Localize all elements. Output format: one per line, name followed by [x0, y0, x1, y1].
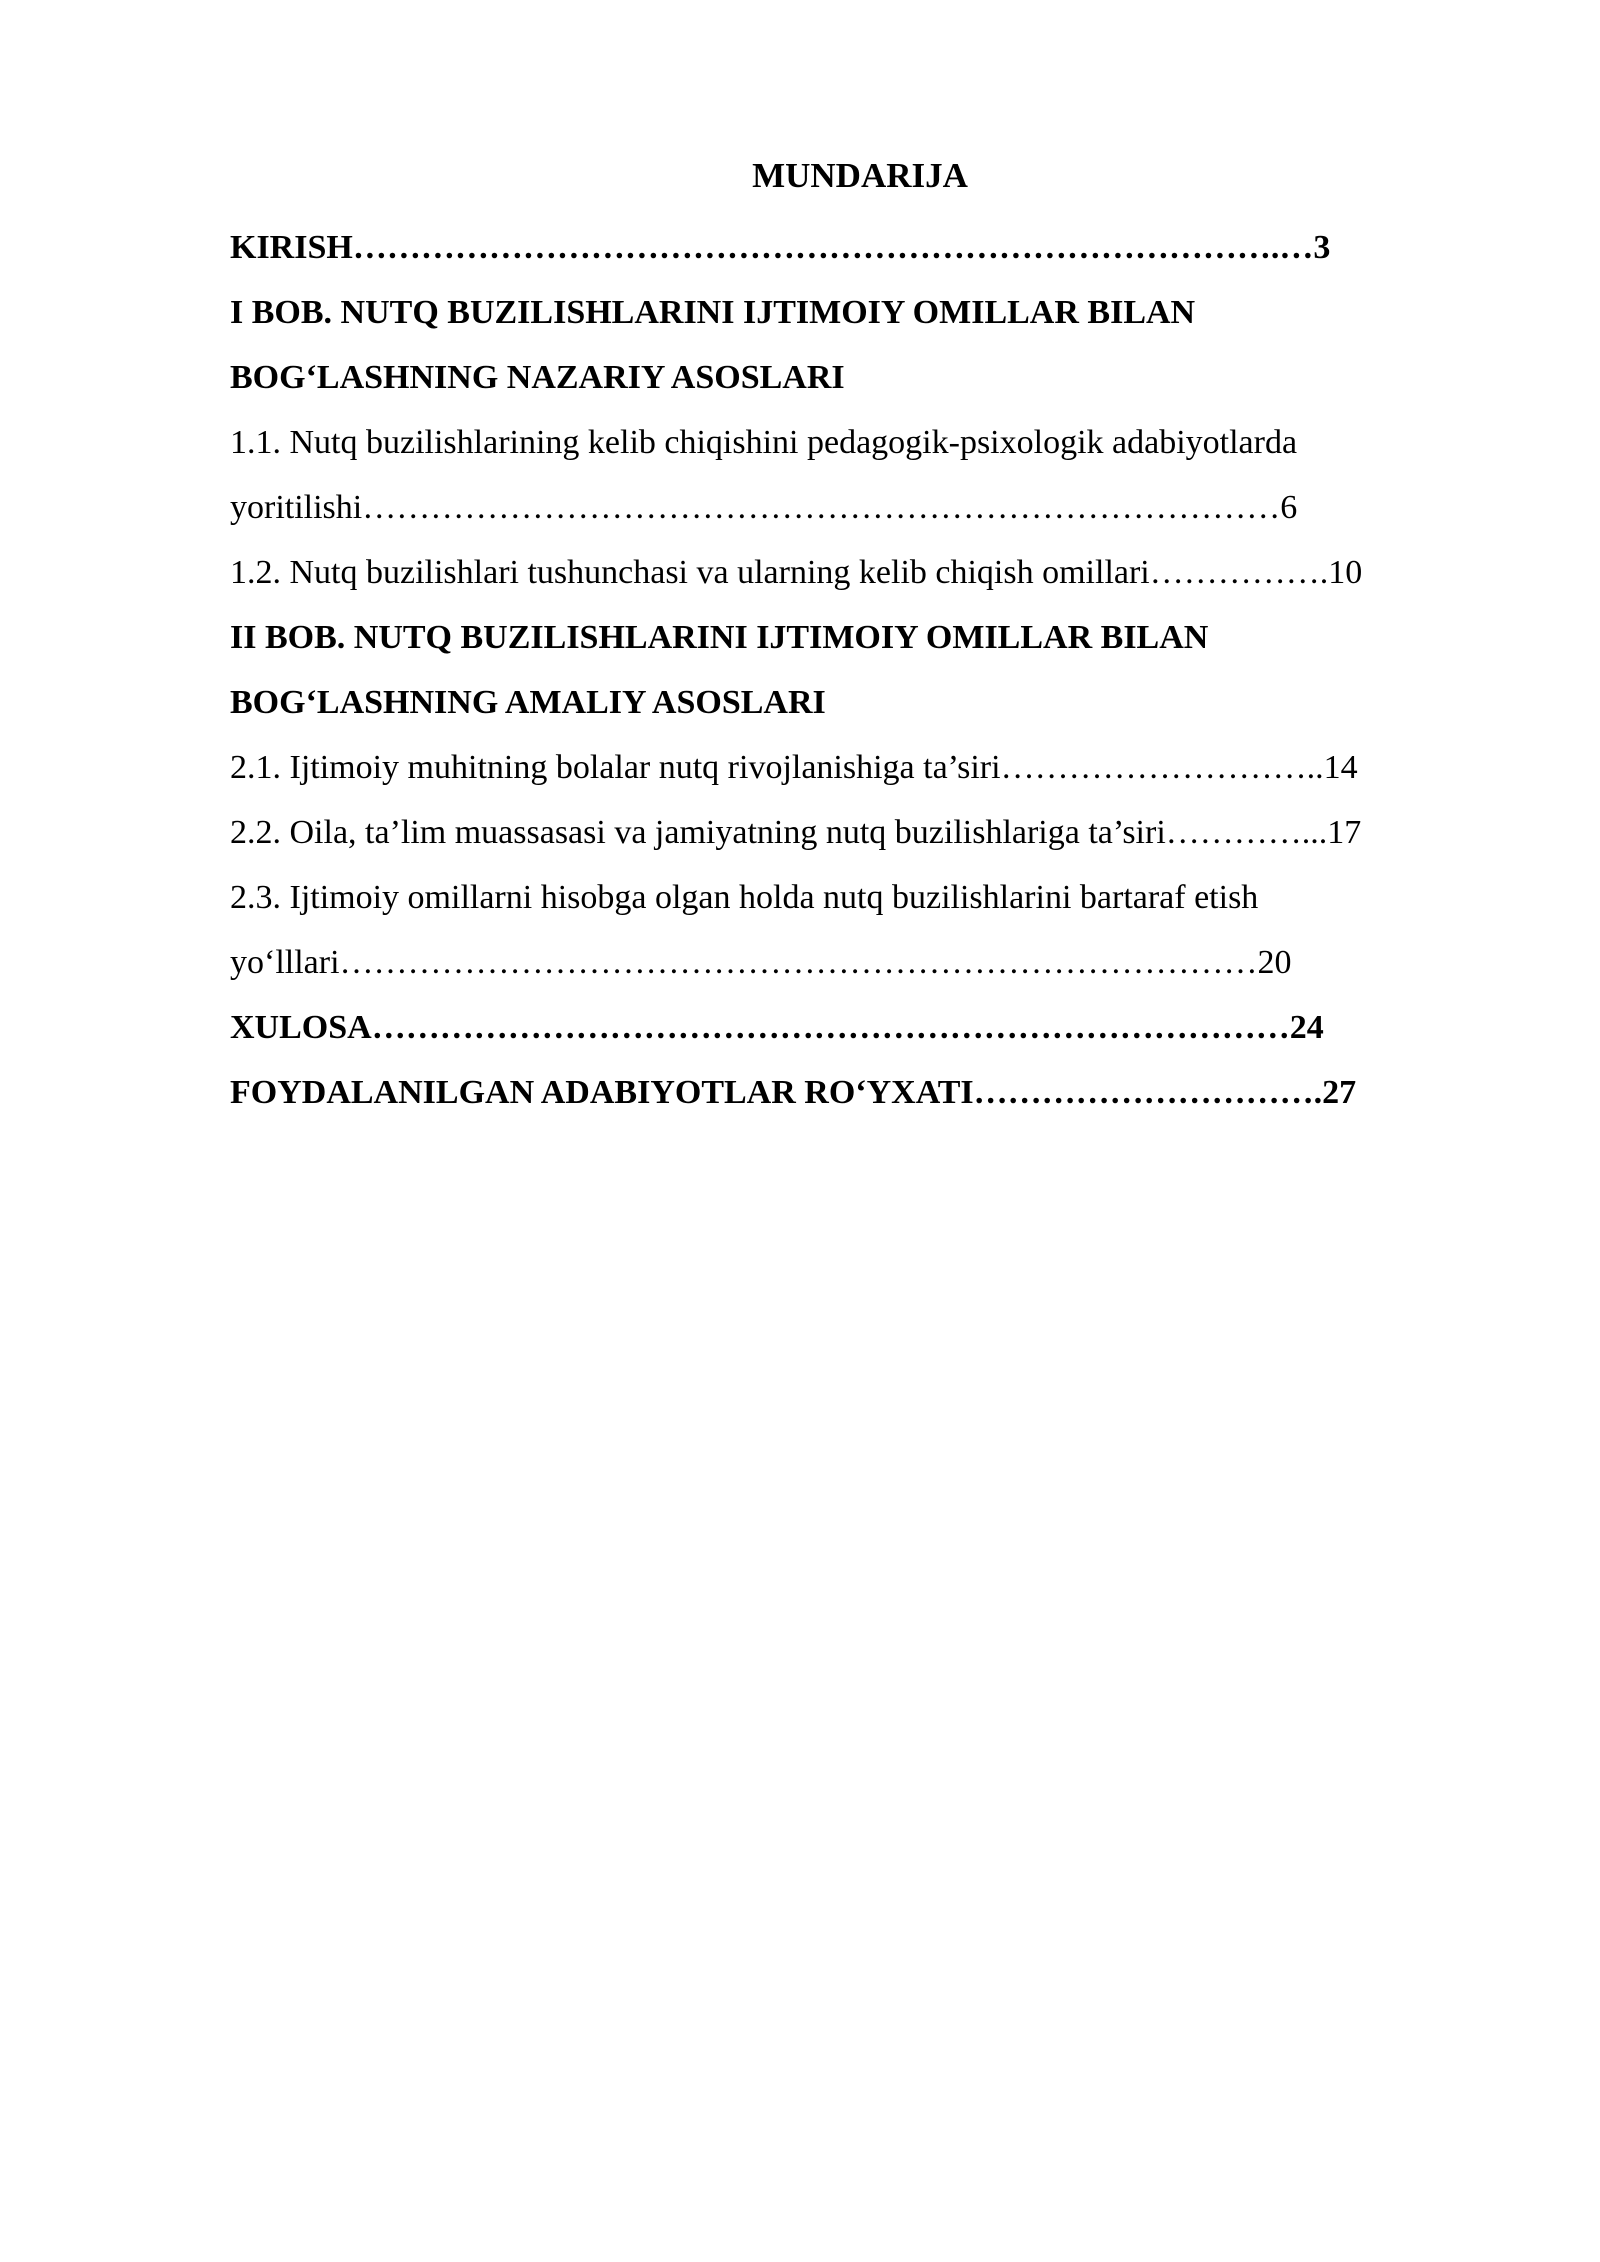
toc-entry-kirish: KIRISH……………………………………………………………………….…3 — [230, 229, 1331, 266]
toc-chapter-1-title-line2: BOG‘LASHNING NAZARIY ASOSLARI — [230, 359, 845, 396]
toc-chapter-1-title-line1: I BOB. NUTQ BUZILISHLARINI IJTIMOIY OMILLAR BILAN — [230, 294, 1196, 331]
toc-entry-references: FOYDALANILGAN ADABIYOTLAR RO‘YXATI………………………….27 — [230, 1074, 1357, 1111]
toc-chapter-2-title-line1: II BOB. NUTQ BUZILISHLARINI IJTIMOIY OMILLAR BILAN — [230, 619, 1209, 656]
toc-entry-1-2: 1.2. Nutq buzilishlari tushunchasi va ularning kelib chiqish omillari…………….10 — [230, 554, 1363, 591]
toc-entry-xulosa: XULOSA………………………………………………………………………24 — [230, 1009, 1324, 1046]
toc-entry-2-1: 2.1. Ijtimoiy muhitning bolalar nutq rivojlanishiga ta’siri………………………..14 — [230, 749, 1358, 786]
page-title: MUNDARIJA — [752, 156, 968, 195]
toc-entry-1-1-line1: 1.1. Nutq buzilishlarining kelib chiqishini pedagogik-psixologik adabiyotlarda — [230, 424, 1298, 461]
toc-chapter-2-title-line2: BOG‘LASHNING AMALIY ASOSLARI — [230, 684, 826, 721]
toc-entry-2-3-line2: yo‘lllari………………………………………………………………………20 — [230, 944, 1292, 981]
toc-entry-2-3-line1: 2.3. Ijtimoiy omillarni hisobga olgan holda nutq buzilishlarini bartaraf etish — [230, 879, 1259, 916]
toc-entry-2-2: 2.2. Oila, ta’lim muassasasi va jamiyatning nutq buzilishlariga ta’siri…………...17 — [230, 814, 1362, 851]
toc-entry-1-1-line2: yoritilishi………………………………………………………………………6 — [230, 489, 1298, 526]
document-page — [230, 150, 1490, 1125]
